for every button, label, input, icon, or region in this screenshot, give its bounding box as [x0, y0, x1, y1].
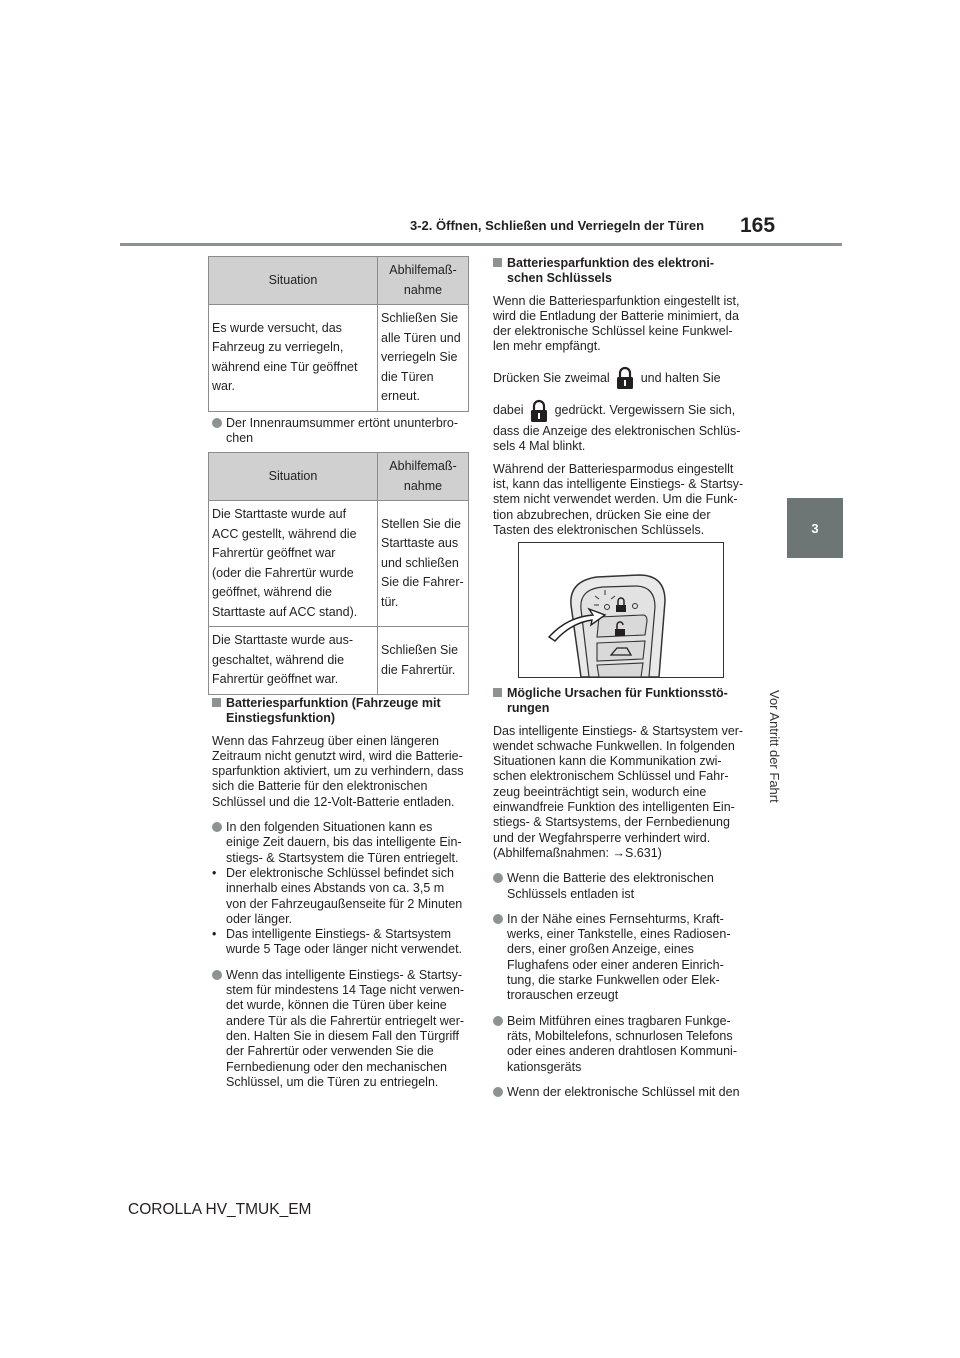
lock-icon: [527, 398, 551, 424]
smart-key-illustration: [519, 543, 723, 677]
table-cell-situation: Die Starttaste wurde auf ACC gestellt, während die Fahrertür geöffnet war (oder die Fahrertür wurde geöffnet, während die Starttaste auf ACC stand).: [209, 501, 378, 627]
table-cell-remedy: Stellen Sie die Starttaste aus und schließen Sie die Fahrer- tür.: [378, 501, 469, 627]
heading-malfunction-causes: Mögliche Ursachen für Funktionsstö- rungen: [493, 686, 761, 717]
paragraph-cancel: Während der Batteriesparmodus eingestellt ist, kann das intelligente Einstiegs- & Startsy- stem nicht verwendet werden. Um die Funk- tion abzubrechen, drücken Sie eine der Tasten des elektronischen Schlüssels.: [493, 461, 744, 537]
paragraph-press-lock: Drücken Sie zweimal und halten Sie: [493, 365, 761, 392]
paragraph-blink: dass die Anzeige des elektronischen Schlüs- sels 4 Mal blinkt.: [493, 424, 741, 454]
paragraph-hold-lock: dabei gedrückt. Vergewissern Sie sich,: [493, 397, 761, 424]
footer-model: COROLLA HV_TMUK_EM: [128, 1201, 312, 1218]
table-start-button: [208, 452, 469, 695]
table-header-remedy: Abhilfemaß- nahme: [378, 453, 469, 501]
table-cell-situation: Es wurde versucht, das Fahrzeug zu verriegeln, während eine Tür geöffnet war.: [209, 305, 378, 412]
chapter-tab: [787, 498, 843, 558]
bullet-key-contact: Wenn der elektronische Schlüssel mit den: [493, 1085, 761, 1100]
bullet-icon: [212, 418, 222, 428]
sub-bullet-distance: • Der elektronische Schlüssel befindet sich innerhalb eines Abstands von ca. 3,5 m von der Fahrzeugaußenseite für 2 Minuten oder länger.: [212, 865, 463, 926]
left-column: [212, 696, 474, 1090]
table-cell-situation: Die Starttaste wurde aus- geschaltet, während die Fahrertür geöffnet war.: [209, 627, 378, 695]
heading-key-battery-save: Batteriesparfunktion des elektroni- schen Schlüssels: [493, 256, 761, 287]
bullet-tv-tower: In der Nähe eines Fernsehturms, Kraft- werks, einer Tankstelle, eines Radiosen- ders, einer großen Anzeige, eines Flughafens oder einer anderen Einrich- tung, die starke Funkwellen oder Elek- trorauschen erzeugt: [493, 912, 761, 1004]
smart-key-figure: [518, 542, 724, 678]
chapter-label: Vor Antritt der Fahrt: [767, 690, 782, 803]
sub-bullet-5-days: • Das intelligente Einstiegs- & Startsystem wurde 5 Tage oder länger nicht verwendet.: [212, 927, 463, 957]
table-cell-remedy: Schließen Sie alle Türen und verriegeln Sie die Türen erneut.: [378, 305, 469, 412]
bullet-unlock-delay: In den folgenden Situationen kann es einige Zeit dauern, bis das intelligente Ein- stiegs- & Startsystem die Türen entriegelt.: [212, 820, 474, 866]
paragraph-battery-save: Wenn das Fahrzeug über einen längeren Zeitraum nicht genutzt wird, wird die Batterie- sparfunktion aktiviert, um zu verhindern, dass sich die Batterie für den elektronischen Schlüssel und die 12-Volt-Batterie entladen.: [212, 733, 464, 809]
bullet-14-days: Wenn das intelligente Einstiegs- & Startsy- stem für mindestens 14 Tage nicht verwen- det wurde, können die Türen über keine andere Tür als die Fahrertür entriegelt wer- den. Halten Sie in diesem Fall den Türgriff der Fahrertür oder verwenden Sie die Fernbedienung oder den mechanischen Schlüssel, um die Türen zu entriegeln.: [212, 968, 474, 1090]
table-header-remedy: Abhilfemaß- nahme: [378, 257, 469, 305]
bullet-summer: Der Innenraumsummer ertönt ununterbro- chen: [212, 416, 474, 447]
lock-icon: [613, 365, 637, 391]
heading-battery-save: Batteriesparfunktion (Fahrzeuge mit Einstiegsfunktion): [212, 696, 474, 727]
page-number: 165: [740, 214, 776, 237]
section-title: 3-2. Öffnen, Schließen und Verriegeln der Türen: [410, 218, 705, 233]
bullet-key-battery: Wenn die Batterie des elektronischen Schlüssels entladen ist: [493, 871, 761, 902]
bullet-radio-devices: Beim Mitführen eines tragbaren Funkge- räts, Mobiltelefons, schnurlosen Telefons oder eines anderen drahtlosen Kommuni- kationsgeräts: [493, 1014, 761, 1075]
table-header-situation: Situation: [209, 453, 378, 501]
paragraph-weak-radio: Das intelligente Einstiegs- & Startsystem ver- wendet schwache Funkwellen. In folgenden Situationen kann die Kommunikation zwi- schen elektronischem Schlüssel und Fahr- zeug beeinträchtigt sein, wodurch eine einwandfreie Funktion des intelligenten Ein- stiegs- & Startsystems, der Fernbedienung und der Wegfahrsperre verhindert wird. (Abhilfemaßnahmen: →S.631): [493, 723, 744, 860]
paragraph-key-battery-save: Wenn die Batteriesparfunktion eingestellt ist, wird die Entladung der Batterie minimiert, da der elektronische Schlüssel keine Funkwel- len mehr empfängt.: [493, 293, 740, 354]
table-header-situation: Situation: [209, 257, 378, 305]
right-column-top: [493, 256, 761, 538]
chapter-number: 3: [811, 520, 819, 536]
right-column-bottom: [493, 686, 761, 1100]
table-door-open-lock: [208, 256, 469, 412]
table-cell-remedy: Schließen Sie die Fahrertür.: [378, 627, 469, 695]
header-divider: [120, 243, 842, 246]
